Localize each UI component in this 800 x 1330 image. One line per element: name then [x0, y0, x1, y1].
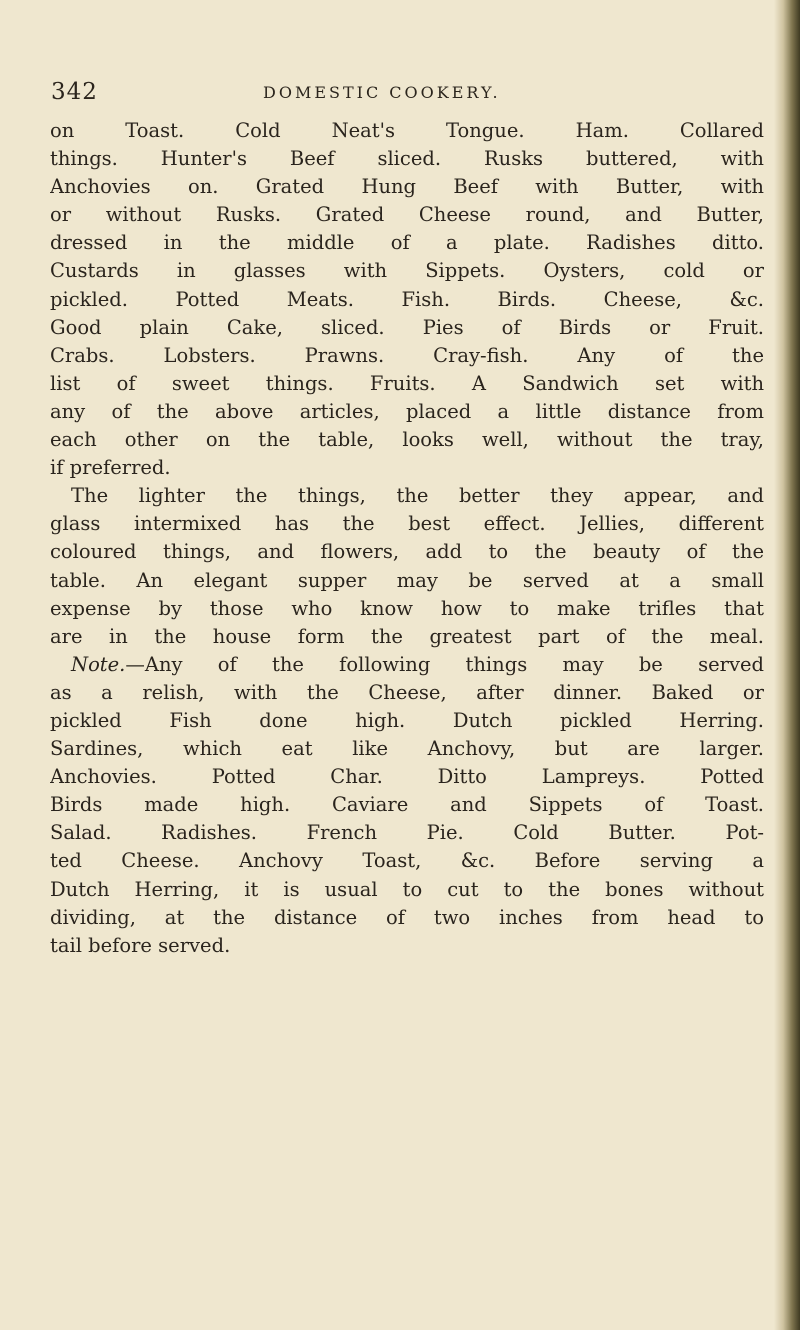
note-label: Note.: [71, 652, 126, 676]
text-line: pickled. Potted Meats. Fish. Birds. Cheese, &c.: [50, 287, 764, 311]
text-line: Custards in glasses with Sippets. Oysters, cold or: [50, 259, 764, 283]
text-line: Anchovies. Potted Char. Ditto Lampreys. Potted: [50, 765, 764, 789]
text-line: ted Cheese. Anchovy Toast, &c. Before serving a: [50, 849, 764, 873]
text-line: Salad. Radishes. French Pie. Cold Butter. Pot-: [50, 821, 764, 845]
text-line: on Toast. Cold Neat's Tongue. Ham. Collared: [50, 119, 764, 142]
text-line: Dutch Herring, it is usual to cut to the bones without: [50, 877, 764, 901]
note-line: [50, 651, 764, 679]
text-line: dressed in the middle of a plate. Radishes ditto.: [50, 231, 764, 255]
text-line: Good plain Cake, sliced. Pies of Birds or Fruit.: [50, 315, 764, 339]
page-number: 342: [51, 79, 98, 105]
text-line: pickled Fish done high. Dutch pickled Herring.: [50, 708, 764, 732]
text-line: any of the above articles, placed a little distance from: [50, 399, 764, 423]
text-line: table. An elegant supper may be served at a small: [50, 568, 764, 592]
text-line: glass intermixed has the best effect. Jellies, different: [50, 512, 764, 536]
text-line: Crabs. Lobsters. Prawns. Cray-fish. Any of the: [50, 343, 764, 367]
text-line: tail before served.: [50, 933, 231, 957]
text-line: Sardines, which eat like Anchovy, but are larger.: [50, 737, 764, 761]
text-line: are in the house form the greatest part of the meal.: [50, 624, 764, 648]
text-line: or without Rusks. Grated Cheese round, and Butter,: [50, 203, 764, 227]
text-line: dividing, at the distance of two inches from head to: [50, 905, 764, 929]
text-line: The lighter the things, the better they appear, and: [71, 484, 764, 508]
text-line: as a relish, with the Cheese, after dinner. Baked or: [50, 680, 764, 704]
page-header: [51, 78, 751, 112]
note-text: —Any of the following things may be served: [125, 652, 764, 676]
page-edge-shadow: [774, 0, 800, 1330]
text-line: if preferred.: [50, 456, 171, 480]
text-line: coloured things, and flowers, add to the beauty of the: [50, 540, 764, 564]
text-line: things. Hunter's Beef sliced. Rusks buttered, with: [50, 147, 764, 171]
text-line: list of sweet things. Fruits. A Sandwich set with: [50, 371, 764, 395]
text-line: Birds made high. Caviare and Sippets of Toast.: [50, 793, 764, 817]
text-line: expense by those who know how to make trifles that: [50, 596, 764, 620]
body-text: [50, 117, 764, 960]
running-title: DOMESTIC COOKERY.: [263, 83, 501, 102]
text-line: Anchovies on. Grated Hung Beef with Butter, with: [50, 175, 764, 199]
text-line: each other on the table, looks well, without the tray,: [50, 428, 764, 452]
